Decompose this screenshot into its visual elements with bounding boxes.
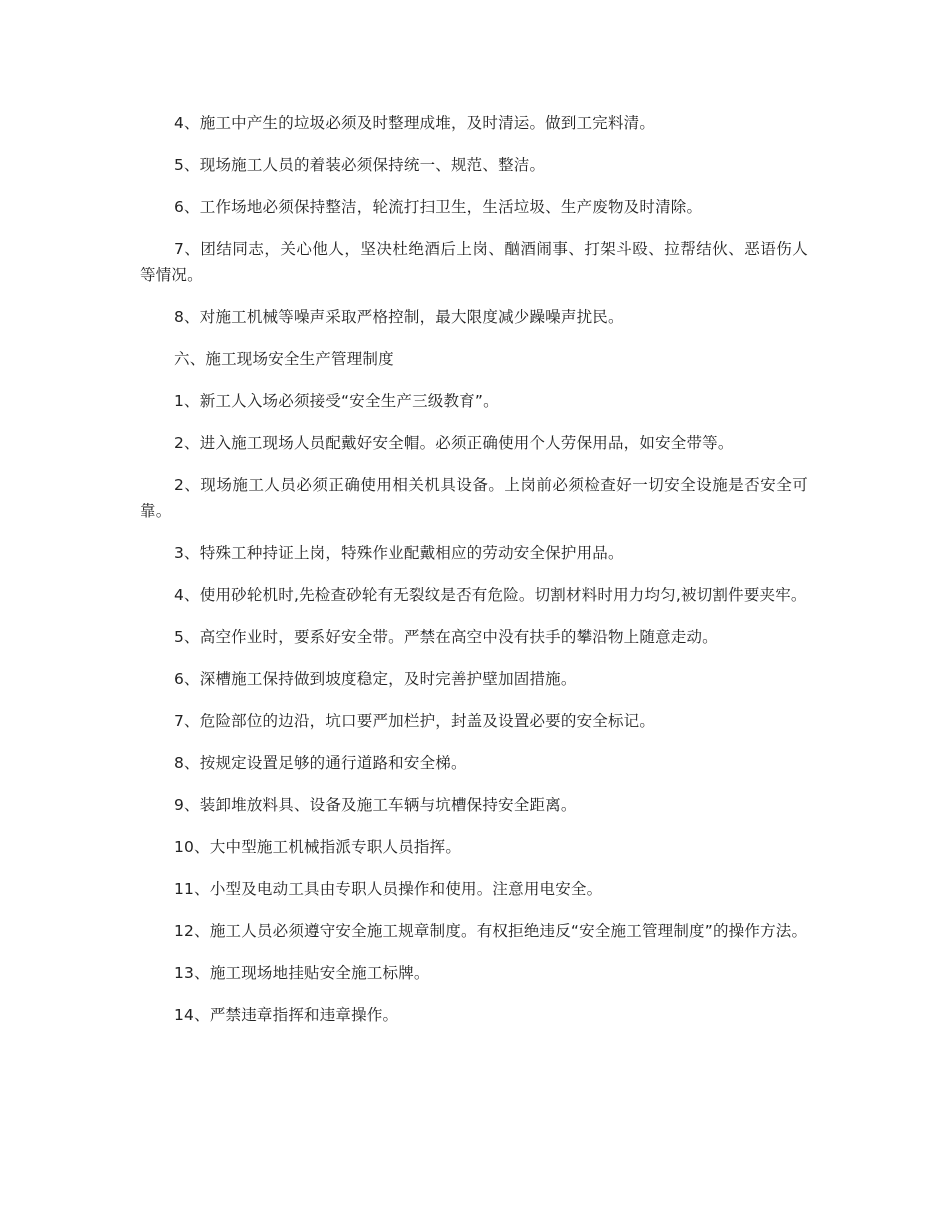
paragraph-17: 10、大中型施工机械指派专职人员指挥。 [174, 838, 462, 856]
paragraph-21: 14、严禁违章指挥和违章操作。 [174, 1006, 399, 1024]
paragraph-15: 8、按规定设置足够的通行道路和安全梯。 [174, 754, 467, 772]
document-page [140, 110, 808, 1044]
paragraph-13: 6、深槽施工保持做到坡度稳定，及时完善护壁加固措施。 [174, 670, 577, 688]
paragraph-12: 5、高空作业时，要系好安全带。严禁在高空中没有扶手的攀沿物上随意走动。 [174, 628, 718, 646]
paragraph-18: 11、小型及电动工具由专职人员操作和使用。注意用电安全。 [174, 880, 603, 898]
paragraph-11: 4、使用砂轮机时,先检查砂轮有无裂纹是否有危险。切割材料时用力均匀,被切割件要夹牢。 [174, 586, 807, 604]
paragraph-7: 1、新工人入场必须接受“安全生产三级教育”。 [174, 392, 499, 410]
paragraph-20: 13、施工现场地挂贴安全施工标牌。 [174, 964, 430, 982]
paragraph-5: 8、对施工机械等噪声采取严格控制，最大限度减少躁噪声扰民。 [174, 308, 624, 326]
paragraph-9: 2、现场施工人员必须正确使用相关机具设备。上岗前必须检查好一切安全设施是否安全可靠。 [140, 476, 808, 520]
paragraph-19: 12、施工人员必须遵守安全施工规章制度。有权拒绝违反“安全施工管理制度”的操作方法。 [174, 922, 808, 940]
paragraph-16: 9、装卸堆放料具、设备及施工车辆与坑槽保持安全距离。 [174, 796, 577, 814]
paragraph-2: 5、现场施工人员的着装必须保持统一、规范、整洁。 [174, 156, 546, 174]
paragraph-4: 7、团结同志，关心他人，坚决杜绝酒后上岗、酗酒闹事、打架斗殴、拉帮结伙、恶语伤人等情况。 [140, 240, 808, 284]
section-heading-6: 六、施工现场安全生产管理制度 [174, 350, 394, 368]
paragraph-3: 6、工作场地必须保持整洁，轮流打扫卫生，生活垃圾、生产废物及时清除。 [174, 198, 703, 216]
paragraph-14: 7、危险部位的边沿，坑口要严加栏护，封盖及设置必要的安全标记。 [174, 712, 656, 730]
paragraph-10: 3、特殊工种持证上岗，特殊作业配戴相应的劳动安全保护用品。 [174, 544, 624, 562]
paragraph-1: 4、施工中产生的垃圾必须及时整理成堆，及时清运。做到工完料清。 [174, 114, 656, 132]
paragraph-8: 2、进入施工现场人员配戴好安全帽。必须正确使用个人劳保用品，如安全带等。 [174, 434, 734, 452]
